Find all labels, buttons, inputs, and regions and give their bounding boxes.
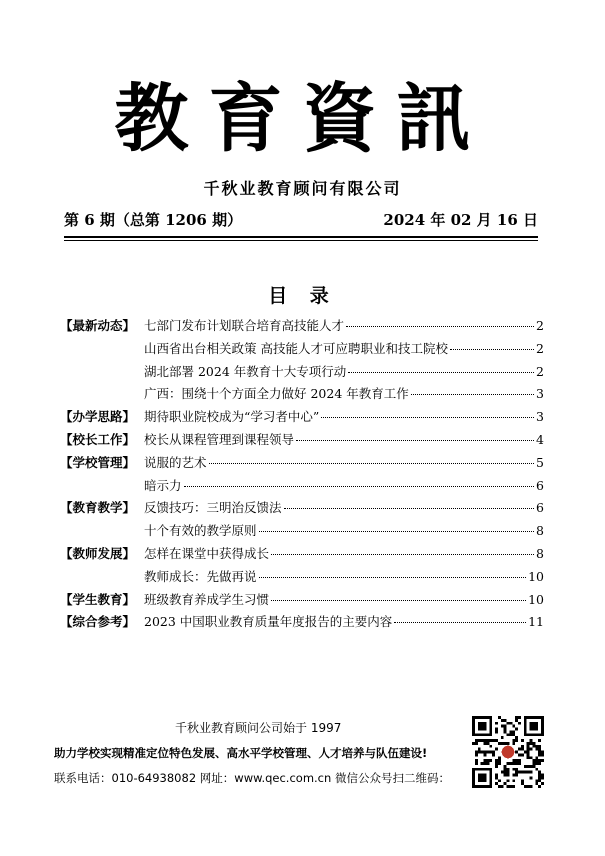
toc-leader-dots (394, 622, 526, 623)
toc-item-title[interactable]: 暗示力 (144, 477, 182, 493)
toc-item-title[interactable]: 广西：围绕十个方面全力做好 2024 年教育工作 (144, 386, 409, 402)
toc-row[interactable] (60, 316, 544, 339)
footer-slogan: 助力学校实现精准定位特色发展、高水平学校管理、人才培养与队伍建设! (54, 746, 428, 760)
toc-item-title[interactable]: 十个有效的教学原则 (144, 523, 257, 539)
toc-page-number: 8 (536, 523, 544, 539)
toc-category: 【综合参考】 (60, 614, 136, 630)
toc-item-title[interactable]: 校长从课程管理到课程领导 (144, 431, 295, 447)
toc-category: 【学校管理】 (60, 454, 136, 470)
toc-row[interactable] (60, 567, 544, 590)
toc-page-number: 5 (536, 454, 544, 470)
toc-leader-dots (296, 440, 534, 441)
toc-row[interactable] (60, 384, 544, 407)
masthead-title: 教育資訊 (114, 76, 491, 162)
toc-item-title[interactable]: 七部门发布计划联合培育高技能人才 (144, 318, 345, 333)
toc-row[interactable] (60, 476, 544, 499)
toc-row[interactable] (60, 612, 544, 635)
toc-page-number: 10 (528, 591, 544, 607)
toc-leader-dots (348, 372, 534, 373)
toc-item-title[interactable]: 怎样在课堂中获得成长 (144, 545, 270, 561)
toc-row[interactable] (60, 544, 544, 567)
toc-category: 【办学思路】 (60, 409, 136, 425)
toc-leader-dots (346, 326, 534, 327)
toc-row[interactable] (60, 590, 544, 613)
toc-category: 【校长工作】 (60, 431, 136, 447)
toc-item-title[interactable]: 说服的艺术 (144, 454, 207, 470)
toc-item-title[interactable]: 教师成长：先做再说 (144, 568, 257, 584)
footer-contact: 联系电话：010-64938082 网址：www.qec.com.cn 微信公众号扫二维码： (54, 771, 450, 785)
header-rule-thin (64, 240, 538, 241)
toc-page-number: 11 (528, 614, 544, 630)
toc-item-title[interactable]: 反馈技巧：三明治反馈法 (144, 500, 282, 516)
toc-row[interactable] (60, 339, 544, 362)
issue-row (64, 209, 538, 233)
toc-row[interactable] (60, 521, 544, 544)
issue-date: 2024 年 02 月 16 日 (383, 211, 538, 229)
toc-row[interactable] (60, 453, 544, 476)
toc-page-number: 10 (528, 568, 544, 584)
toc-leader-dots (321, 417, 534, 418)
toc-item-title[interactable]: 2023 中国职业教育质量年度报告的主要内容 (144, 614, 393, 630)
issue-number: 第 6 期（总第 1206 期） (64, 211, 243, 229)
toc-item-title[interactable]: 期待职业院校成为“学习者中心” (144, 409, 320, 425)
toc-item-title[interactable]: 山西省出台相关政策 高技能人才可应聘职业和技工院校 (144, 340, 448, 356)
toc-page-number: 2 (536, 363, 544, 379)
toc-page-number: 4 (536, 431, 544, 447)
toc-leader-dots (184, 486, 535, 487)
header-rule-thick (64, 236, 538, 238)
table-of-contents (60, 316, 544, 635)
toc-item-title[interactable]: 班级教育养成学生习惯 (144, 591, 270, 607)
toc-leader-dots (450, 349, 534, 350)
toc-category: 【学生教育】 (60, 591, 136, 607)
toc-page-number: 6 (536, 500, 544, 516)
toc-item-title[interactable]: 湖北部署 2024 年教育十大专项行动 (144, 363, 347, 379)
qr-code-icon[interactable] (472, 716, 544, 788)
toc-leader-dots (271, 554, 534, 555)
toc-category: 【最新动态】 (60, 318, 136, 333)
toc-row[interactable] (60, 407, 544, 430)
toc-row[interactable] (60, 498, 544, 521)
toc-page-number: 8 (536, 545, 544, 561)
toc-category: 【教师发展】 (60, 545, 136, 561)
toc-leader-dots (271, 600, 526, 601)
toc-category: 【教育教学】 (60, 500, 136, 516)
toc-title: 目 录 (268, 285, 337, 307)
toc-row[interactable] (60, 362, 544, 385)
toc-leader-dots (284, 508, 535, 509)
toc-page-number: 6 (536, 477, 544, 493)
toc-row[interactable] (60, 430, 544, 453)
toc-page-number: 3 (536, 386, 544, 402)
toc-page-number: 2 (536, 318, 544, 333)
toc-page-number: 2 (536, 340, 544, 356)
toc-leader-dots (259, 577, 527, 578)
company-name: 千秋业教育顾问有限公司 (203, 179, 402, 198)
toc-leader-dots (411, 394, 534, 395)
footer-founded: 千秋业教育顾问公司始于 1997 (175, 721, 342, 735)
toc-leader-dots (259, 531, 535, 532)
toc-leader-dots (209, 463, 535, 464)
toc-page-number: 3 (536, 409, 544, 425)
